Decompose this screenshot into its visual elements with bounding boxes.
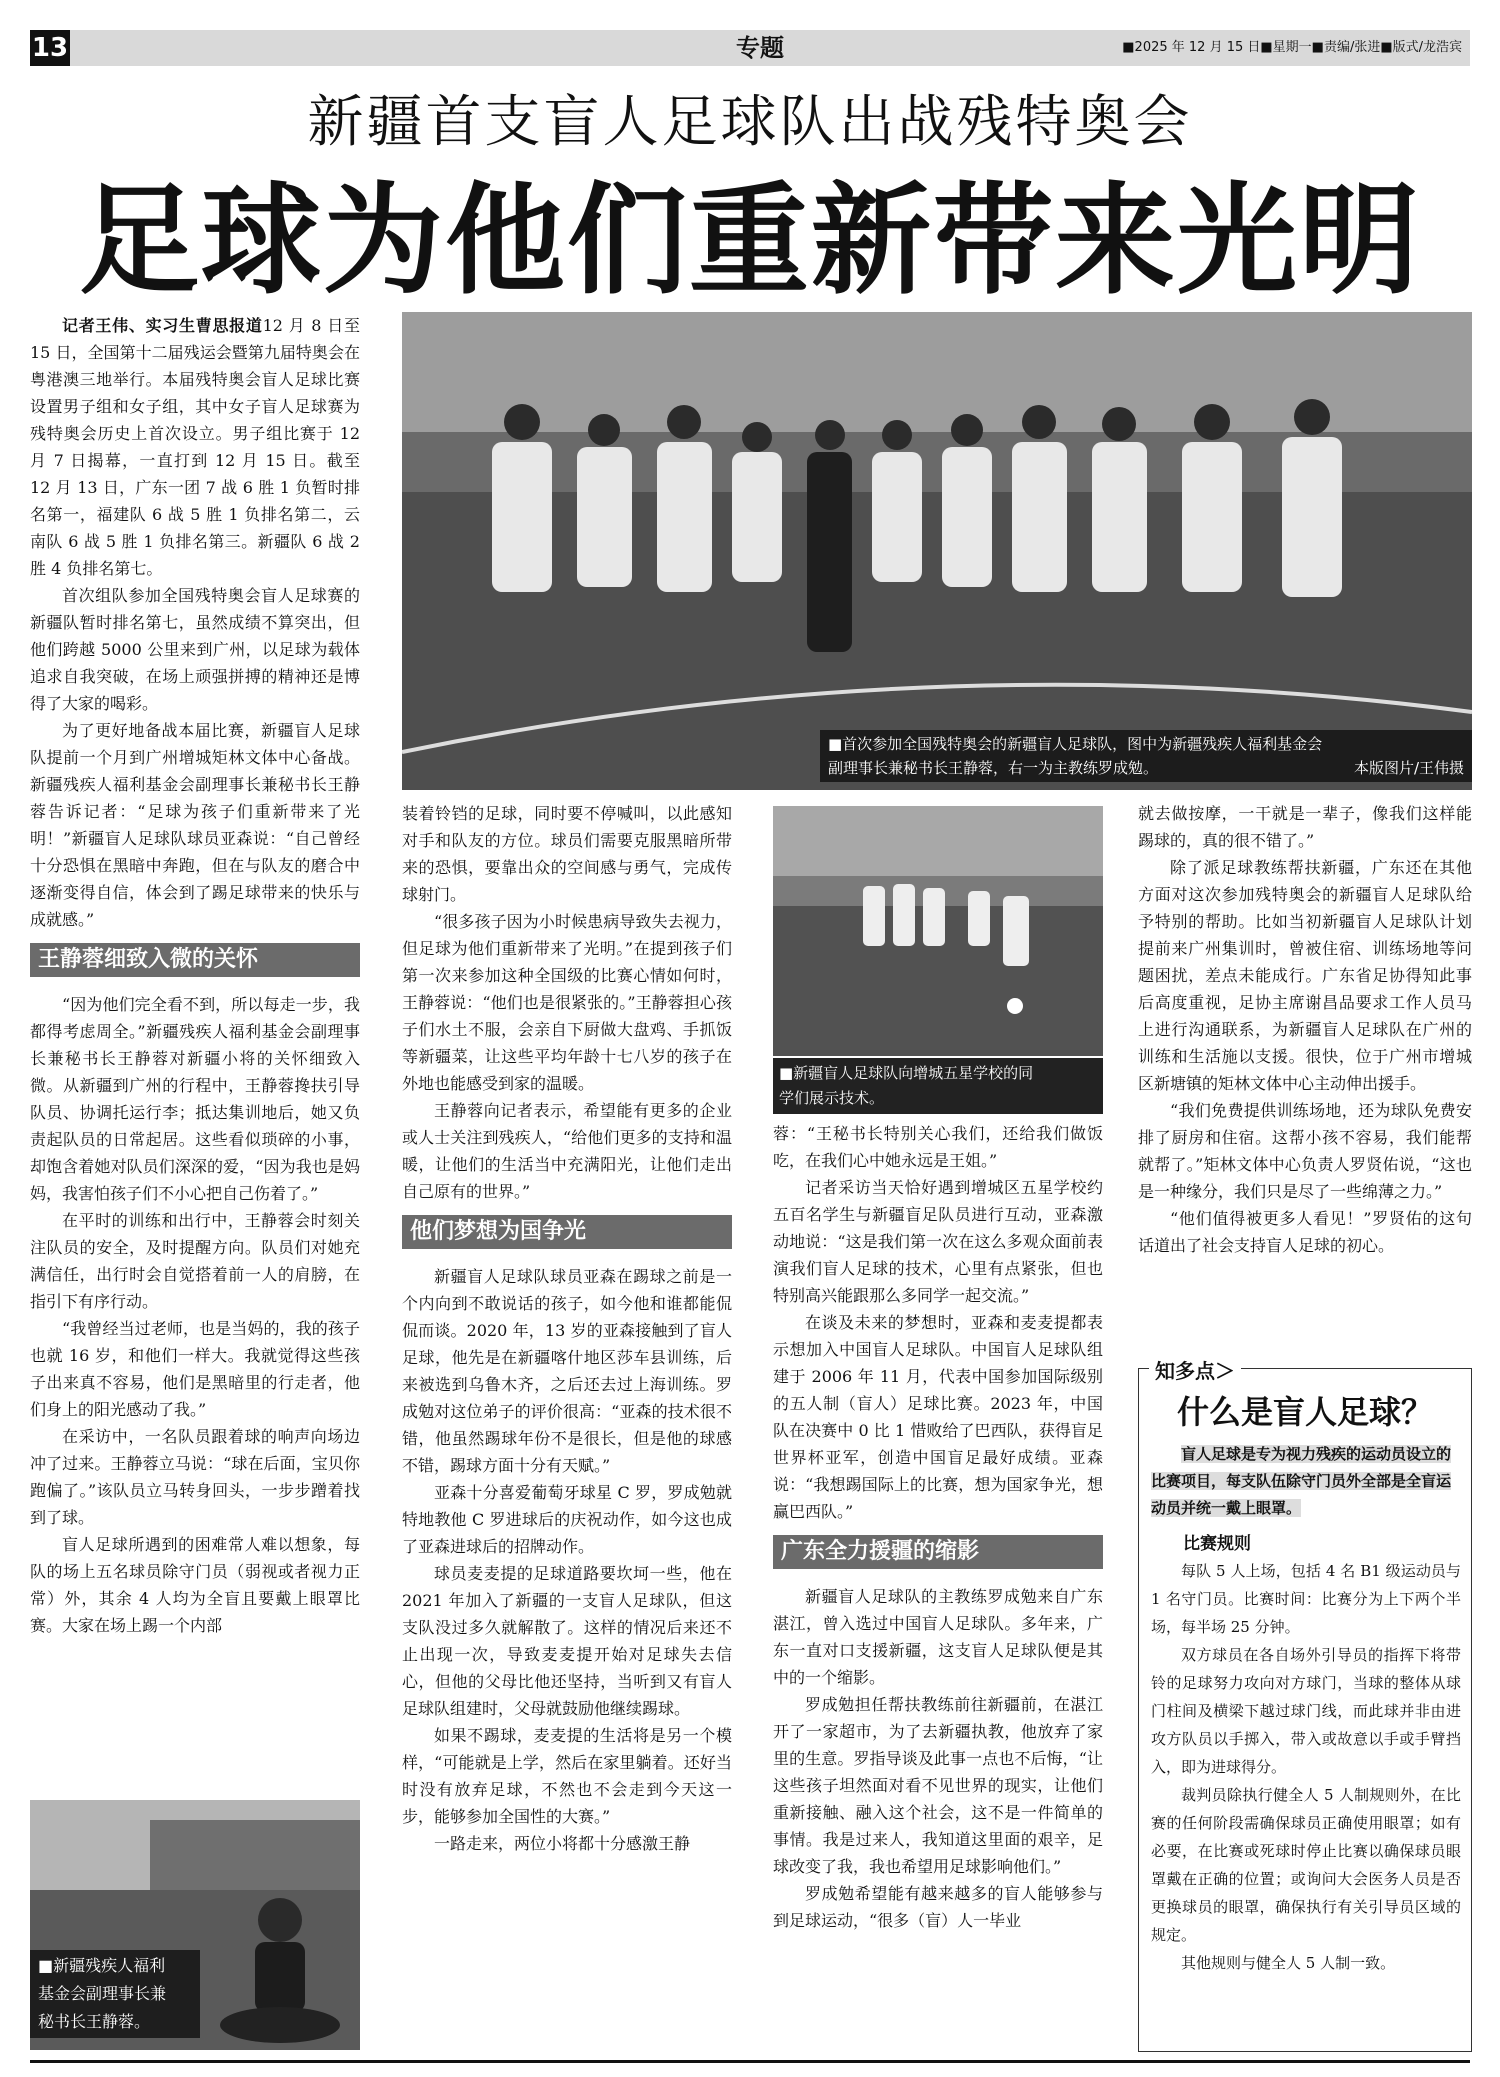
paragraph: “因为他们完全看不到，所以每走一步，我都得考虑周全。”新疆残疾人福利基金会副理事长兼秘书长王静蓉对新疆小将的关怀细致入微。从新疆到广州的行程中，王静蓉搀扶引导队员、协调托运行李；抵达集训地后，她又负责起队员的日常起居。这些看似琐碎的小事，却饱含着她对队员们深深的爱，“因为我也是妈妈，我害怕孩子们不小心把自己伤着了。” <box>30 995 360 1203</box>
paragraph: “我曾经当过老师，也是当妈的，我的孩子也就 16 岁，和他们一样大。我就觉得这些孩子出来真不容易，他们是黑暗里的行走者，他们身上的阳光感动了我。” <box>30 1319 360 1419</box>
section-label: 专题 <box>736 34 784 62</box>
sidebar-title: 什么是盲人足球？ <box>1176 1393 1433 1431</box>
sidebar-tag: 知多点＞ <box>1149 1355 1241 1384</box>
paragraph: 盲人足球所遇到的困难常人难以想象，每队的场上五名球员除守门员（弱视或者视力正常）外，其余 4 人均为全盲且要戴上眼罩比赛。大家在场上踢一个内部 <box>30 1535 360 1635</box>
portrait-photo <box>30 1800 360 2050</box>
paragraph: 新疆盲人足球队的主教练罗成勉来自广东湛江，曾入选过中国盲人足球队。多年来，广东一直对口支援新疆，这支盲人足球队便是其中的一个缩影。 <box>773 1587 1103 1687</box>
team-photo-image <box>402 312 1472 790</box>
team-photo <box>402 312 1472 790</box>
paragraph: “很多孩子因为小时候患病导致失去视力，但足球为他们重新带来了光明。”在提到孩子们第一次来参加这种全国级的比赛心情如何时，王静蓉说：“他们也是很紧张的。”王静蓉担心孩子们水土不服，会亲自下厨做大盘鸡、手抓饭等新疆菜，让这些平均年龄十七八岁的孩子在外地也能感受到家的温暖。 <box>402 912 732 1093</box>
team-photo-caption: ■首次参加全国残特奥会的新疆盲人足球队，图中为新疆残疾人福利基金会 副理事长兼秘书长王静蓉，右一为主教练罗成勉。 本版图片/王伟摄 <box>820 730 1472 782</box>
rules-text: 每队 5 人上场，包括 4 名 B1 级运动员与 1 名守门员。比赛时间：比赛分为上下两个半场，每半场 25 分钟。 双方球员在各自场外引导员的指挥下将带铃的足球努力攻向对方球门，当球的整体从球门柱间及横梁下越过球门线，而此球并非由进攻方队员以手掷入，带入或故意以手或手臂挡入，即为进球得分。 裁判员除执行健全人 5 人制规则外，在比赛的任何阶段需确保球员正确使用眼罩；如有必要，在比赛或死球时停止比赛以确保球员眼罩戴在正确的位置；或询问大会医务人员是否更换球员的眼罩，确保执行有关引导员区域的规定。 其他规则与健全人 5 人制一致。 <box>1151 1562 1461 1972</box>
footer-rule <box>30 2060 1470 2063</box>
paragraph: 在采访中，一名队员跟着球的响声向场边冲了过来。王静蓉立马说：“球在后面，宝贝你跑偏了。”该队员立马转身回头，一步步蹭着找到了球。 <box>30 1427 360 1527</box>
article-column-4 <box>1138 800 1472 1355</box>
training-photo-image <box>773 806 1103 1056</box>
paragraph: 首次组队参加全国残特奥会盲人足球赛的新疆队暂时排名第七，虽然成绩不算突出，但他们跨越 5000 公里来到广州，以足球为载体追求自我突破，在场上顽强拼搏的精神还是博得了大家的喝彩。 <box>30 586 360 713</box>
subhead-care: 王静蓉细致入微的关怀 <box>30 943 360 977</box>
paragraph: 亚森十分喜爱葡萄牙球星 C 罗，罗成勉就特地教他 C 罗进球后的庆祝动作，如今这也成了亚森进球后的招牌动作。 <box>402 1483 732 1556</box>
paragraph: “他们值得被更多人看见！”罗贤佑的这句话道出了社会支持盲人足球的初心。 <box>1138 1209 1472 1255</box>
article-column-1 <box>30 312 360 1802</box>
article-column-2 <box>402 800 732 2050</box>
main-headline: 足球为他们重新带来光明 <box>79 172 1421 311</box>
paragraph: 除了派足球教练帮扶新疆，广东还在其他方面对这次参加残特奥会的新疆盲人足球队给予特别的帮助。比如当初新疆盲人足球队计划提前来广州集训时，曾被住宿、训练场地等问题困扰，差点未能成行。广东省足协得知此事后高度重视，足协主席谢昌品要求工作人员马上进行沟通联系，为新疆盲人足球队在广州的训练和生活施以支援。很快，位于广州市增城区新塘镇的矩林文体中心主动伸出援手。 <box>1138 858 1472 1093</box>
byline: 记者王伟、实习生曹思报道 <box>62 316 263 335</box>
training-photo <box>773 806 1103 1056</box>
rules-title: 比赛规则 <box>1183 1534 1251 1554</box>
article-column-3 <box>773 1120 1103 2050</box>
issue-meta: ■2025 年 12 月 15 日■星期一■责编/张进■版式/龙浩宾 <box>1122 40 1462 55</box>
paragraph: 为了更好地备战本届比赛，新疆盲人足球队提前一个月到广州增城矩林文体中心备战。新疆残疾人福利基金会副理事长兼秘书长王静蓉告诉记者：“足球为孩子们重新带来了光明！”新疆盲人足球队球员亚森说：“自己曾经十分恐惧在黑暗中奔跑，但在与队友的磨合中逐渐变得自信，体会到了踢足球带来的快乐与成就感。” <box>30 721 360 929</box>
paragraph: 如果不踢球，麦麦提的生活将是另一个模样，“可能就是上学，然后在家里躺着。还好当时没有放弃足球，不然也不会走到今天这一步，能够参加全国性的大赛。” <box>402 1726 732 1826</box>
sidebar-intro: 盲人足球是专为视力残疾的运动员设立的比赛项目，每支队伍除守门员外全部是全盲运动员并统一戴上眼罩。 <box>1151 1445 1452 1517</box>
page-header <box>30 30 1470 66</box>
kicker-headline: 新疆首支盲人足球队出战残特奥会 <box>307 90 1193 155</box>
paragraph: 球员麦麦提的足球道路要坎坷一些，他在 2021 年加入了新疆的一支盲人足球队，但这支队没过多久就解散了。这样的情况后来还不止出现一次，导致麦麦提开始对足球失去信心，但他的父母比他还坚持，当听到又有盲人足球队组建时，父母就鼓励他继续踢球。 <box>402 1564 732 1718</box>
paragraph: 一路走来，两位小将都十分感激王静 <box>434 1834 691 1853</box>
paragraph: 装着铃铛的足球，同时要不停喊叫，以此感知对手和队友的方位。球员们需要克服黑暗所带来的恐惧，要靠出众的空间感与勇气，完成传球射门。 <box>402 804 732 904</box>
paragraph: 就去做按摩，一干就是一辈子，像我们这样能踢球的，真的很不错了。” <box>1138 804 1472 850</box>
portrait-caption: ■新疆残疾人福利 基金会副理事长兼 秘书长王静蓉。 <box>30 1950 200 2038</box>
subhead-dream: 他们梦想为国争光 <box>402 1215 732 1249</box>
paragraph: 罗成勉希望能有越来越多的盲人能够参与到足球运动，“很多（盲）人一毕业 <box>773 1884 1103 1930</box>
paragraph: 在平时的训练和出行中，王静蓉会时刻关注队员的安全，及时提醒方向。队员们对她充满信任，出行时会自觉搭着前一人的肩膀，在指引下有序行动。 <box>30 1211 360 1311</box>
photo-credit: 本版图片/王伟摄 <box>1353 759 1464 777</box>
subhead-guangdong: 广东全力援疆的缩影 <box>773 1535 1103 1569</box>
paragraph: 罗成勉担任帮扶教练前往新疆前，在湛江开了一家超市，为了去新疆执教，他放弃了家里的生意。罗指导谈及此事一点也不后悔，“让这些孩子坦然面对看不见世界的现实，让他们重新接触、融入这个社会，这不是一件简单的事情。我是过来人，我知道这里面的艰辛，足球改变了我，我也希望用足球影响他们。” <box>773 1695 1103 1876</box>
paragraph: 记者采访当天恰好遇到增城区五星学校约五百名学生与新疆盲足队员进行互动，亚森激动地说：“这是我们第一次在这么多观众面前表演我们盲人足球的技术，心里有点紧张，但也特别高兴能跟那么多同学一起交流。” <box>773 1178 1103 1305</box>
paragraph: 在谈及未来的梦想时，亚森和麦麦提都表示想加入中国盲人足球队。中国盲人足球队组建于 2006 年 11 月，代表中国参加国际级别的五人制（盲人）足球比赛。2023 年，中国队在决赛中 0 比 1 惜败给了巴西队，获得盲足世界杯亚军，创造中国盲足最好成绩。亚森说：“我想踢国际上的比赛，想为国家争光，想赢巴西队。” <box>773 1313 1103 1521</box>
paragraph: 王静蓉向记者表示，希望能有更多的企业或人士关注到残疾人，“给他们更多的支持和温暖，让他们的生活当中充满阳光，让他们走出自己原有的世界。” <box>402 1101 732 1201</box>
training-photo-caption: ■新疆盲人足球队向增城五星学校的同 学们展示技术。 <box>773 1058 1103 1114</box>
knowledge-sidebar <box>1138 1359 1472 2052</box>
paragraph: 新疆盲人足球队球员亚森在踢球之前是一个内向到不敢说话的孩子，如今他和谁都能侃侃而谈。2020 年，13 岁的亚森接触到了盲人足球，他先是在新疆喀什地区莎车县训练，后来被选到乌鲁木齐，之后还去过上海训练。罗成勉对这位弟子的评价很高：“亚森的技术很不错，他虽然踢球年份不是很长，但是他的球感不错，踢球方面十分有天赋。” <box>402 1267 732 1475</box>
lead-paragraph: 记者王伟、实习生曹思报道12 月 8 日至 15 日，全国第十二届残运会暨第九届特奥会在粤港澳三地举行。本届残特奥会盲人足球比赛设置男子组和女子组，其中女子盲人足球赛为残特奥会历史上首次设立。男子组比赛于 12 月 7 日揭幕，一直打到 12 月 15 日。截至 12 月 13 日，广东一团 7 战 6 胜 1 负暂时排名第一，福建队 6 战 5 胜 1 负排名第二，云南队 6 战 5 胜 1 负排名第三。新疆队 6 战 2 胜 4 负排名第七。 <box>30 316 360 578</box>
paragraph: 蓉：“王秘书长特别关心我们，还给我们做饭吃，在我们心中她永远是王姐。” <box>773 1124 1103 1170</box>
paragraph: “我们免费提供训练场地，还为球队免费安排了厨房和住宿。这帮小孩不容易，我们能帮就帮了。”矩林文体中心负责人罗贤佑说，“这也是一种缘分，我们只是尽了一些绵薄之力。” <box>1138 1101 1472 1201</box>
page-number: 13 <box>30 30 70 66</box>
